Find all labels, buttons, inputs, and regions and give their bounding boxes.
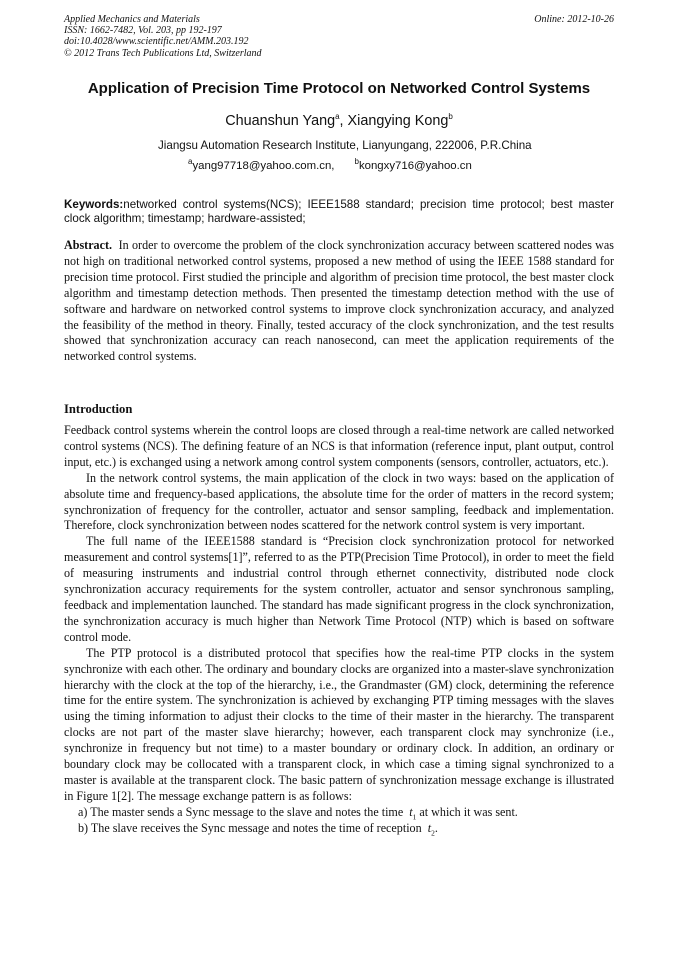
online-date: Online: 2012-10-26 — [534, 14, 614, 25]
email-link[interactable]: kongxy716@yahoo.cn — [358, 160, 472, 172]
step-text-end: at which it was sent. — [416, 804, 518, 819]
message-step — [64, 821, 614, 837]
paragraph: Feedback control systems wherein the control loops are closed through a real-time network are called networked control systems (NCS). The defining feature of an NCS is that information (reference input, plant output, control input, etc.) is exchanged using a network among control system components (sensors, controller, actuators, etc.). — [64, 423, 614, 469]
journal-header — [64, 14, 262, 59]
email-superscript: b — [354, 157, 359, 167]
time-variable: t — [409, 804, 413, 819]
section-heading: Introduction — [64, 402, 133, 416]
step-text: a) The master sends a Sync message to the slave and notes the time — [78, 804, 404, 819]
step-text-end: . — [434, 820, 438, 835]
author-superscript: b — [448, 112, 453, 122]
copyright-line: © 2012 Trans Tech Publications Ltd, Switzerland — [64, 47, 262, 59]
author-emails — [188, 157, 472, 172]
author-name: Xiangying Kong — [347, 113, 449, 129]
author-superscript: a — [335, 112, 340, 122]
introduction-body — [64, 423, 614, 837]
email-link[interactable]: yang97718@yahoo.com.cn, — [192, 160, 335, 172]
time-variable: t — [427, 820, 432, 835]
message-step — [64, 805, 614, 821]
time-subscript: 2 — [431, 828, 435, 838]
keywords-text: networked control systems(NCS); IEEE1588 standard; precision time protocol; best master clock algorithm; timestamp; hardware-assisted; — [64, 198, 614, 225]
keywords — [64, 198, 614, 226]
paper-title: Application of Precision Time Protocol on Networked Control Systems — [87, 80, 591, 97]
author-line — [0, 113, 678, 129]
author-name: Chuanshun Yang — [225, 113, 336, 129]
paragraph: The full name of the IEEE1588 standard is “Precision clock synchronization protocol for networked measurement and control systems[1]”, referred to as the PTP(Precision Time Protocol), in order to meet the field of measuring instruments and industrial control through ethernet connectivity, distributed node clock synchronization accuracy requirements for the system controller, actuator and sensor synchronous sampling, feedback and implementation launched. The standard has made significant progress in the clock synchronization, the synchronization accuracy is much higher than Network Time Protocol (NTP) which is based on software control mode. — [64, 534, 614, 644]
doi-line: doi:10.4028/www.scientific.net/AMM.203.192 — [64, 36, 249, 48]
abstract-label: Abstract. — [64, 238, 113, 252]
paragraph: The PTP protocol is a distributed protocol that specifies how the real-time PTP clocks in the system synchronize with each other. The ordinary and boundary clocks are organized into a master-slave synchronization hierarchy with the clock at the top of the hierarchy, i.e., the Grandmaster (GM) clock, determining the reference time for the entire system. The synchronization is achieved by exchanging PTP timing messages with the slaves using the timing information to adjust their clocks to the time of their master in the hierarchy. The transparent clocks are not part of the master slave hierarchy; however, each transparent clock may synchronize (i.e., synchronize in frequency but not time) to a master boundary or ordinary clock. In addition, an ordinary or boundary clock may be collocated with a transparent clock, in which case a timing signal synchronized to a master is available at the transparent clock. The basic pattern of synchronization message exchange is illustrated in Figure 1[2]. The message exchange pattern is as follows: — [64, 645, 614, 803]
affiliation: Jiangsu Automation Research Institute, Lianyungang, 222006, P.R.China — [158, 139, 532, 152]
paragraph: In the network control systems, the main application of the clock in two ways: based on the application of absolute time and frequency-based applications, the absolute time for the order of matters in the record system; synchronization of frequency for the controller, actuator and sensor sampling, feedback and implementation. Therefore, clock synchronization between nodes scattered for the network control system is very important. — [64, 470, 614, 533]
author-separator: , — [339, 113, 348, 129]
issn-line: ISSN: 1662-7482, Vol. 203, pp 192-197 — [64, 25, 222, 37]
journal-name: Applied Mechanics and Materials — [64, 14, 200, 25]
abstract — [64, 238, 614, 365]
keywords-label: Keywords: — [64, 198, 124, 211]
step-text: b) The slave receives the Sync message and notes the time of reception — [78, 820, 422, 835]
email-superscript: a — [188, 157, 193, 167]
time-subscript: 1 — [412, 812, 417, 822]
abstract-text: In order to overcome the problem of the clock synchronization accuracy between scattered nodes was not high on traditional networked control systems, proposed a new method of using the IEEE 1588 standard for precision time protocol. First studied the principle and algorithm of precision time protocol, the best master clock algorithm and timestamp detection methods. Then presented the timestamp detection method with the use of software and hardware on networked control systems to improve clock synchronization accuracy, and analyzed the feasibility of the method in theory. Finally, tested accuracy of the clock synchronization, and the test results showed that synchronization accuracy can reach nanosecond, can meet the application requirements of the networked control systems. — [64, 238, 614, 364]
